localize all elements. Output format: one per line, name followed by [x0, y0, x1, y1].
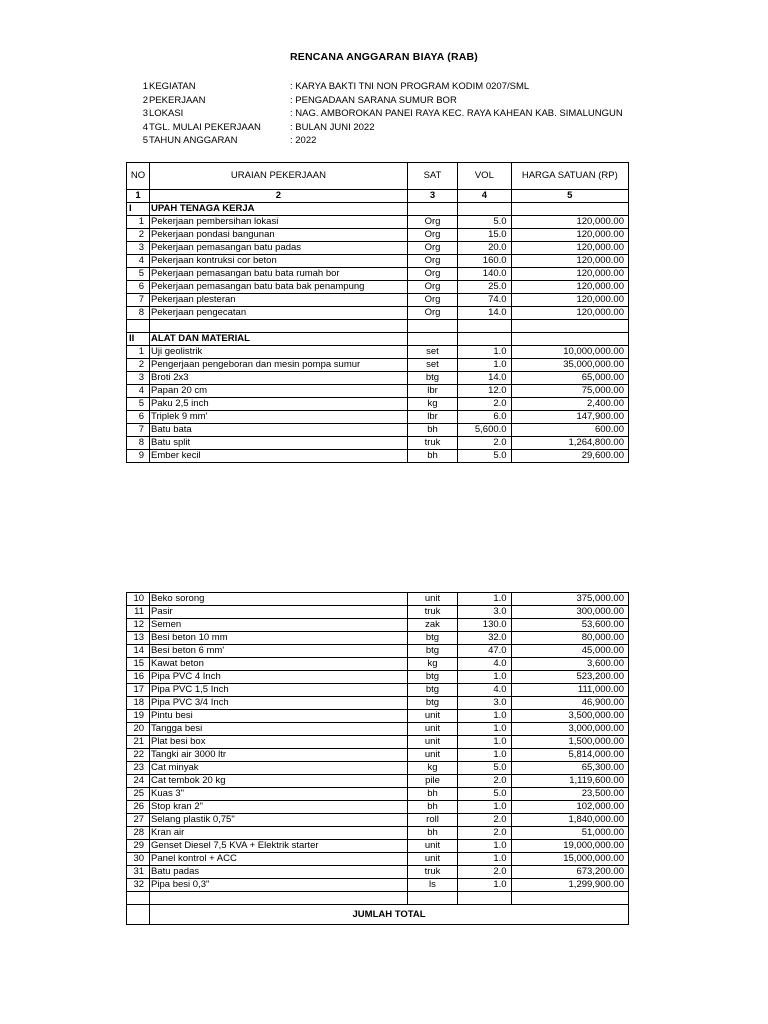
- item-unit-price: 120,000.00: [511, 307, 628, 320]
- table-row: [127, 866, 629, 879]
- item-number: 18: [127, 697, 150, 710]
- info-number: 1: [142, 81, 148, 92]
- item-unit: roll: [407, 814, 457, 827]
- total-row: [127, 905, 629, 925]
- item-number: 7: [127, 424, 150, 437]
- rab-table-part-1: [126, 162, 629, 463]
- item-unit: Org: [407, 268, 457, 281]
- column-number-row: [127, 190, 629, 203]
- item-number: 17: [127, 684, 150, 697]
- item-volume: 1.0: [458, 853, 511, 866]
- item-unit: lbr: [407, 411, 457, 424]
- total-label: JUMLAH TOTAL: [150, 905, 629, 925]
- item-number: 11: [127, 606, 150, 619]
- item-unit: unit: [407, 840, 457, 853]
- item-description: Pekerjaan pemasangan batu bata rumah bor: [150, 268, 408, 281]
- item-unit: bh: [407, 788, 457, 801]
- table-row: [127, 346, 629, 359]
- item-number: 5: [127, 398, 150, 411]
- item-description: Triplek 9 mm': [150, 411, 408, 424]
- item-description: Tangga besi: [150, 723, 408, 736]
- item-unit-price: 65,000.00: [511, 372, 628, 385]
- item-unit: bh: [407, 450, 457, 463]
- header-uraian: URAIAN PEKERJAAN: [150, 163, 408, 190]
- col-number: 3: [407, 190, 457, 203]
- item-volume: 47.0: [458, 645, 511, 658]
- empty-cell: [511, 892, 628, 905]
- item-unit-price: 15,000,000.00: [511, 853, 628, 866]
- item-unit-price: 673,200.00: [511, 866, 628, 879]
- item-unit-price: 75,000.00: [511, 385, 628, 398]
- item-description: Tangki air 3000 ltr: [150, 749, 408, 762]
- table-row: [127, 736, 629, 749]
- info-label: KEGIATAN: [149, 81, 196, 92]
- info-value: : BULAN JUNI 2022: [290, 121, 375, 133]
- info-value: : NAG. AMBOROKAN PANEI RAYA KEC. RAYA KAHEAN KAB. SIMALUNGUN: [290, 108, 623, 119]
- item-unit: unit: [407, 710, 457, 723]
- item-unit: Org: [407, 281, 457, 294]
- item-unit: Org: [407, 255, 457, 268]
- empty-cell: [511, 203, 628, 216]
- info-value: : 2022: [290, 135, 317, 146]
- table-row: [127, 827, 629, 840]
- item-number: 26: [127, 801, 150, 814]
- item-unit: bh: [407, 827, 457, 840]
- col-number: 2: [150, 190, 408, 203]
- table-row: [127, 411, 629, 424]
- empty-cell: [458, 333, 511, 346]
- header-vol: VOL: [458, 163, 511, 190]
- item-unit: truk: [407, 437, 457, 450]
- empty-cell: [127, 905, 150, 925]
- item-unit: kg: [407, 658, 457, 671]
- item-number: 30: [127, 853, 150, 866]
- table-row: [127, 229, 629, 242]
- item-volume: 2.0: [458, 437, 511, 450]
- item-description: Broti 2x3: [150, 372, 408, 385]
- item-number: 8: [127, 307, 150, 320]
- table-row: [127, 294, 629, 307]
- blank-row: [127, 320, 629, 333]
- item-number: 14: [127, 645, 150, 658]
- item-number: 25: [127, 788, 150, 801]
- table-row: [127, 242, 629, 255]
- item-description: Pipa PVC 1,5 Inch: [150, 684, 408, 697]
- item-volume: 1.0: [458, 710, 511, 723]
- item-unit-price: 1,500,000.00: [511, 736, 628, 749]
- item-volume: 20.0: [458, 242, 511, 255]
- item-description: Batu bata: [150, 424, 408, 437]
- table-row: [127, 801, 629, 814]
- item-unit: btg: [407, 645, 457, 658]
- item-unit: Org: [407, 307, 457, 320]
- item-description: Beko sorong: [150, 593, 408, 606]
- item-description: Paku 2,5 inch: [150, 398, 408, 411]
- item-description: Pekerjaan plesteran: [150, 294, 408, 307]
- item-number: 31: [127, 866, 150, 879]
- item-unit-price: 120,000.00: [511, 281, 628, 294]
- info-label: TGL. MULAI PEKERJAAN: [149, 121, 261, 133]
- item-unit-price: 65,300.00: [511, 762, 628, 775]
- table-row: [127, 606, 629, 619]
- item-unit-price: 2,400.00: [511, 398, 628, 411]
- item-unit-price: 120,000.00: [511, 242, 628, 255]
- info-label: TAHUN ANGGARAN: [149, 135, 238, 146]
- item-number: 5: [127, 268, 150, 281]
- item-description: Semen: [150, 619, 408, 632]
- info-number: 5: [142, 135, 148, 146]
- empty-cell: [458, 892, 511, 905]
- item-number: 10: [127, 593, 150, 606]
- item-volume: 1.0: [458, 801, 511, 814]
- item-unit-price: 120,000.00: [511, 229, 628, 242]
- item-unit-price: 46,900.00: [511, 697, 628, 710]
- item-unit-price: 300,000.00: [511, 606, 628, 619]
- item-description: Batu split: [150, 437, 408, 450]
- table-row: [127, 372, 629, 385]
- item-description: Cat minyak: [150, 762, 408, 775]
- item-description: Pipa PVC 4 Inch: [150, 671, 408, 684]
- item-description: Kran air: [150, 827, 408, 840]
- item-volume: 140.0: [458, 268, 511, 281]
- item-description: Besi beton 10 mm: [150, 632, 408, 645]
- item-unit: lbr: [407, 385, 457, 398]
- table-row: [127, 632, 629, 645]
- info-value: : KARYA BAKTI TNI NON PROGRAM KODIM 0207/SML: [290, 81, 530, 92]
- item-unit-price: 1,119,600.00: [511, 775, 628, 788]
- item-unit: Org: [407, 216, 457, 229]
- item-volume: 1.0: [458, 749, 511, 762]
- item-unit: zak: [407, 619, 457, 632]
- item-description: Panel kontrol + ACC: [150, 853, 408, 866]
- section-title: ALAT DAN MATERIAL: [150, 333, 408, 346]
- item-unit: set: [407, 346, 457, 359]
- table-row: [127, 437, 629, 450]
- item-unit-price: 3,600.00: [511, 658, 628, 671]
- section-title: UPAH TENAGA KERJA: [150, 203, 408, 216]
- table-row: [127, 788, 629, 801]
- item-number: 28: [127, 827, 150, 840]
- item-description: Pekerjaan pembersihan lokasi: [150, 216, 408, 229]
- item-description: Kawat beton: [150, 658, 408, 671]
- item-unit: bh: [407, 424, 457, 437]
- document-title: RENCANA ANGGARAN BIAYA (RAB): [290, 51, 478, 63]
- table-row: [127, 814, 629, 827]
- item-number: 24: [127, 775, 150, 788]
- item-unit-price: 23,500.00: [511, 788, 628, 801]
- item-unit: unit: [407, 736, 457, 749]
- item-volume: 4.0: [458, 658, 511, 671]
- item-unit-price: 120,000.00: [511, 294, 628, 307]
- item-volume: 25.0: [458, 281, 511, 294]
- table-row: [127, 359, 629, 372]
- empty-cell: [127, 892, 150, 905]
- table-row: [127, 268, 629, 281]
- table-header-row: [127, 163, 629, 190]
- item-number: 4: [127, 385, 150, 398]
- item-description: Pekerjaan pondasi bangunan: [150, 229, 408, 242]
- item-volume: 1.0: [458, 879, 511, 892]
- info-number: 3: [142, 108, 148, 119]
- item-number: 15: [127, 658, 150, 671]
- item-volume: 2.0: [458, 775, 511, 788]
- item-unit: unit: [407, 723, 457, 736]
- item-unit: unit: [407, 853, 457, 866]
- col-number: 5: [511, 190, 628, 203]
- header-sat: SAT: [407, 163, 457, 190]
- item-description: Pipa PVC 3/4 Inch: [150, 697, 408, 710]
- table-row: [127, 645, 629, 658]
- table-row: [127, 762, 629, 775]
- blank-row: [127, 892, 629, 905]
- section-header-row: [127, 333, 629, 346]
- item-unit: set: [407, 359, 457, 372]
- item-description: Papan 20 cm: [150, 385, 408, 398]
- item-description: Plat besi box: [150, 736, 408, 749]
- item-unit-price: 1,840,000.00: [511, 814, 628, 827]
- item-unit: Org: [407, 294, 457, 307]
- item-number: 8: [127, 437, 150, 450]
- item-volume: 12.0: [458, 385, 511, 398]
- item-unit: btg: [407, 697, 457, 710]
- item-unit-price: 1,299,900.00: [511, 879, 628, 892]
- item-description: Ember kecil: [150, 450, 408, 463]
- item-description: Pekerjaan pemasangan batu padas: [150, 242, 408, 255]
- table-row: [127, 385, 629, 398]
- info-number: 2: [142, 94, 148, 106]
- item-number: 13: [127, 632, 150, 645]
- item-description: Pekerjaan pemasangan batu bata bak penampung: [150, 281, 408, 294]
- item-volume: 1.0: [458, 359, 511, 372]
- table-row: [127, 853, 629, 866]
- item-volume: 1.0: [458, 840, 511, 853]
- item-volume: 5,600.0: [458, 424, 511, 437]
- item-volume: 32.0: [458, 632, 511, 645]
- item-volume: 2.0: [458, 398, 511, 411]
- table-row: [127, 281, 629, 294]
- item-description: Pekerjaan kontruksi cor beton: [150, 255, 408, 268]
- empty-cell: [407, 203, 457, 216]
- item-description: Pintu besi: [150, 710, 408, 723]
- info-label: PEKERJAAN: [149, 94, 206, 106]
- item-volume: 130.0: [458, 619, 511, 632]
- item-unit: truk: [407, 866, 457, 879]
- col-number: 4: [458, 190, 511, 203]
- item-volume: 5.0: [458, 450, 511, 463]
- item-number: 2: [127, 359, 150, 372]
- header-no: NO: [127, 163, 150, 190]
- table-row: [127, 658, 629, 671]
- item-unit-price: 120,000.00: [511, 255, 628, 268]
- info-value: : PENGADAAN SARANA SUMUR BOR: [290, 94, 457, 106]
- empty-cell: [458, 320, 511, 333]
- item-volume: 14.0: [458, 372, 511, 385]
- table-row: [127, 255, 629, 268]
- item-unit: kg: [407, 398, 457, 411]
- item-number: 12: [127, 619, 150, 632]
- item-unit-price: 45,000.00: [511, 645, 628, 658]
- item-number: 16: [127, 671, 150, 684]
- empty-cell: [407, 333, 457, 346]
- empty-cell: [407, 320, 457, 333]
- item-unit: unit: [407, 749, 457, 762]
- rab-table-part-2: [126, 592, 629, 925]
- item-number: 19: [127, 710, 150, 723]
- item-unit: Org: [407, 229, 457, 242]
- item-volume: 1.0: [458, 346, 511, 359]
- item-volume: 74.0: [458, 294, 511, 307]
- item-number: 23: [127, 762, 150, 775]
- item-volume: 2.0: [458, 814, 511, 827]
- empty-cell: [458, 203, 511, 216]
- item-number: 1: [127, 346, 150, 359]
- item-description: Pasir: [150, 606, 408, 619]
- item-description: Kuas 3": [150, 788, 408, 801]
- item-unit: btg: [407, 372, 457, 385]
- item-number: 7: [127, 294, 150, 307]
- empty-cell: [407, 892, 457, 905]
- item-description: Selang plastik 0,75": [150, 814, 408, 827]
- item-description: Genset Diesel 7,5 KVA + Elektrik starter: [150, 840, 408, 853]
- item-volume: 2.0: [458, 866, 511, 879]
- item-unit: bh: [407, 801, 457, 814]
- item-volume: 1.0: [458, 736, 511, 749]
- item-number: 6: [127, 281, 150, 294]
- item-description: Pekerjaan pengecatan: [150, 307, 408, 320]
- item-description: Pipa besi 0,3": [150, 879, 408, 892]
- item-description: Besi beton 6 mm': [150, 645, 408, 658]
- table-row: [127, 450, 629, 463]
- item-volume: 1.0: [458, 723, 511, 736]
- item-description: Uji geolistrik: [150, 346, 408, 359]
- item-unit-price: 111,000.00: [511, 684, 628, 697]
- item-volume: 3.0: [458, 697, 511, 710]
- header-harga: HARGA SATUAN (RP): [511, 163, 628, 190]
- item-number: 32: [127, 879, 150, 892]
- table-row: [127, 216, 629, 229]
- item-unit-price: 3,500,000.00: [511, 710, 628, 723]
- info-number: 4: [142, 121, 148, 133]
- item-volume: 5.0: [458, 762, 511, 775]
- item-unit-price: 53,600.00: [511, 619, 628, 632]
- item-unit-price: 29,600.00: [511, 450, 628, 463]
- item-volume: 4.0: [458, 684, 511, 697]
- table-row: [127, 879, 629, 892]
- table-row: [127, 619, 629, 632]
- item-unit-price: 600.00: [511, 424, 628, 437]
- table-row: [127, 749, 629, 762]
- empty-cell: [127, 320, 150, 333]
- item-number: 4: [127, 255, 150, 268]
- item-unit-price: 120,000.00: [511, 216, 628, 229]
- section-number: II: [127, 333, 150, 346]
- item-unit: pile: [407, 775, 457, 788]
- table-row: [127, 684, 629, 697]
- item-unit-price: 19,000,000.00: [511, 840, 628, 853]
- item-unit-price: 375,000.00: [511, 593, 628, 606]
- item-volume: 1.0: [458, 671, 511, 684]
- item-description: Pengerjaan pengeboran dan mesin pompa sumur: [150, 359, 408, 372]
- col-number: 1: [127, 190, 150, 203]
- item-number: 22: [127, 749, 150, 762]
- item-volume: 14.0: [458, 307, 511, 320]
- table-row: [127, 840, 629, 853]
- item-unit: Org: [407, 242, 457, 255]
- item-number: 9: [127, 450, 150, 463]
- item-unit: truk: [407, 606, 457, 619]
- section-number: I: [127, 203, 150, 216]
- empty-cell: [511, 320, 628, 333]
- item-unit: kg: [407, 762, 457, 775]
- item-unit-price: 35,000,000.00: [511, 359, 628, 372]
- table-row: [127, 723, 629, 736]
- item-unit: btg: [407, 684, 457, 697]
- table-row: [127, 424, 629, 437]
- table-row: [127, 775, 629, 788]
- section-header-row: [127, 203, 629, 216]
- table-row: [127, 710, 629, 723]
- item-volume: 5.0: [458, 216, 511, 229]
- item-number: 21: [127, 736, 150, 749]
- item-volume: 2.0: [458, 827, 511, 840]
- table-row: [127, 593, 629, 606]
- item-volume: 5.0: [458, 788, 511, 801]
- item-unit-price: 147,900.00: [511, 411, 628, 424]
- item-description: Cat tembok 20 kg: [150, 775, 408, 788]
- item-volume: 3.0: [458, 606, 511, 619]
- item-number: 3: [127, 372, 150, 385]
- item-number: 2: [127, 229, 150, 242]
- item-unit-price: 3,000,000.00: [511, 723, 628, 736]
- item-unit-price: 1,264,800.00: [511, 437, 628, 450]
- item-volume: 6.0: [458, 411, 511, 424]
- item-number: 1: [127, 216, 150, 229]
- item-unit-price: 51,000.00: [511, 827, 628, 840]
- item-number: 20: [127, 723, 150, 736]
- empty-cell: [511, 333, 628, 346]
- item-number: 6: [127, 411, 150, 424]
- item-description: Stop kran 2": [150, 801, 408, 814]
- info-label: LOKASI: [149, 108, 184, 119]
- item-unit-price: 5,814,000.00: [511, 749, 628, 762]
- item-unit-price: 523,200.00: [511, 671, 628, 684]
- item-unit: btg: [407, 632, 457, 645]
- item-volume: 1.0: [458, 593, 511, 606]
- item-unit-price: 80,000.00: [511, 632, 628, 645]
- item-unit: unit: [407, 593, 457, 606]
- item-volume: 15.0: [458, 229, 511, 242]
- item-unit-price: 120,000.00: [511, 268, 628, 281]
- table-row: [127, 307, 629, 320]
- empty-cell: [150, 320, 408, 333]
- table-row: [127, 398, 629, 411]
- item-description: Batu padas: [150, 866, 408, 879]
- table-row: [127, 671, 629, 684]
- table-row: [127, 697, 629, 710]
- item-unit-price: 102,000.00: [511, 801, 628, 814]
- item-unit: btg: [407, 671, 457, 684]
- item-number: 27: [127, 814, 150, 827]
- empty-cell: [150, 892, 408, 905]
- item-unit: ls: [407, 879, 457, 892]
- item-volume: 160.0: [458, 255, 511, 268]
- item-number: 29: [127, 840, 150, 853]
- item-unit-price: 10,000,000.00: [511, 346, 628, 359]
- item-number: 3: [127, 242, 150, 255]
